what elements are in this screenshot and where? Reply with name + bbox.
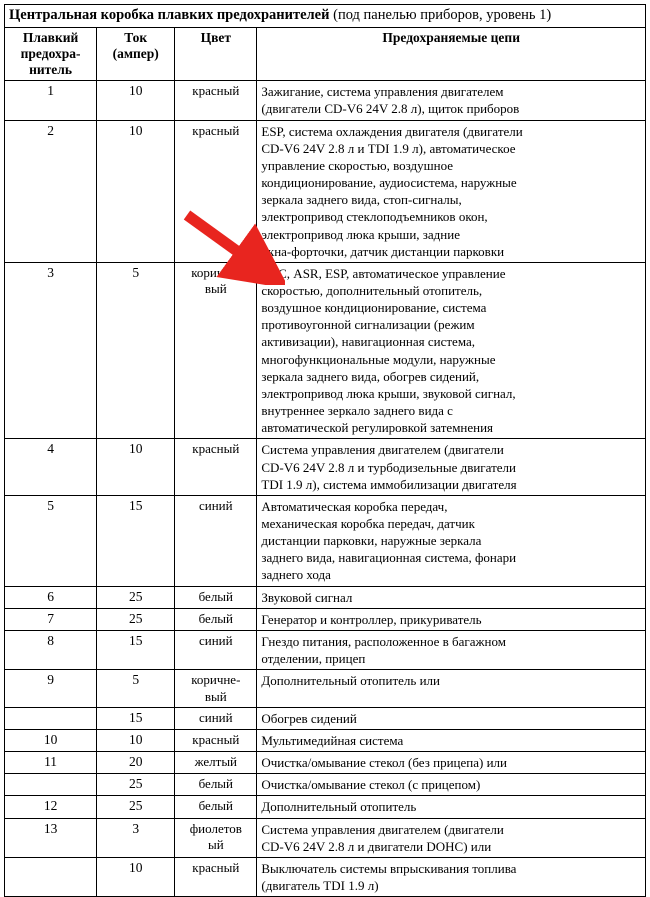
fuse-color: красный <box>175 81 257 120</box>
table-row <box>5 729 646 751</box>
fuse-table <box>4 4 646 897</box>
fuse-number: 4 <box>5 439 97 495</box>
fuse-number <box>5 774 97 796</box>
document-title <box>5 5 646 28</box>
table-row <box>5 120 646 262</box>
fuse-color-line: коричне- <box>191 264 241 280</box>
fuse-number: 10 <box>5 729 97 751</box>
fuse-color: белый <box>175 608 257 630</box>
fuse-circuits <box>257 729 646 751</box>
circuit-line: Дополнительный отопитель или <box>261 673 440 689</box>
circuit-line: Мультимедийная система <box>261 732 404 748</box>
fuse-number: 12 <box>5 796 97 818</box>
circuit-line: дистанции парковки, наружные зеркала <box>261 533 482 549</box>
fuse-amperage: 15 <box>97 495 175 586</box>
circuit-line: Очистка/омывание стекол (с прицепом) <box>261 777 481 793</box>
circuit-line: заднего вида, навигационная система, фонари <box>261 550 517 566</box>
header-current-line-2: (ампер) <box>112 45 159 61</box>
circuit-line: (двигатель TDI 1.9 л) <box>261 878 379 893</box>
circuit-line: (двигатели CD-V6 24V 2.8 л), щиток приборов <box>261 101 520 117</box>
fuse-amperage: 5 <box>97 670 175 708</box>
circuit-line: активизации), навигационная система, <box>261 334 475 350</box>
header-circuits: Предохраняемые цепи <box>257 27 646 81</box>
table-row <box>5 774 646 796</box>
circuit-line: зеркала заднего вида, обогрев сидений, <box>261 368 480 384</box>
fuse-circuits <box>257 439 646 495</box>
fuse-amperage: 10 <box>97 120 175 262</box>
circuit-line: ESP, система охлаждения двигателя (двигатели <box>261 123 523 139</box>
fuse-number: 1 <box>5 81 97 120</box>
fuse-color: красный <box>175 729 257 751</box>
fuse-color-line: ый <box>207 836 224 852</box>
fuse-amperage: 10 <box>97 729 175 751</box>
circuit-line: TDI 1.9 л), система иммобилизации двигателя <box>261 476 517 492</box>
fuse-amperage: 10 <box>97 439 175 495</box>
fuse-amperage: 20 <box>97 752 175 774</box>
fuse-circuits <box>257 586 646 608</box>
fuse-color <box>175 670 257 708</box>
fuse-amperage: 25 <box>97 774 175 796</box>
table-row <box>5 818 646 857</box>
fuse-color-line: вый <box>204 688 227 704</box>
fuse-number: 6 <box>5 586 97 608</box>
fuse-box-document <box>0 4 650 893</box>
header-current <box>97 27 175 81</box>
circuit-line: окна-форточки, датчик дистанции парковки <box>261 243 505 259</box>
circuit-line: воздушное кондиционирование, система <box>261 300 487 316</box>
table-row <box>5 796 646 818</box>
circuit-line: противоугонной сигнализации (режим <box>261 317 475 333</box>
circuit-line: Обогрев сидений <box>261 710 357 726</box>
circuit-line: электропривод люка крыши, задние <box>261 226 460 242</box>
fuse-color: синий <box>175 495 257 586</box>
table-row <box>5 752 646 774</box>
table-row <box>5 81 646 120</box>
circuit-line: электропривод стеклоподъемников окон, <box>261 209 488 225</box>
fuse-color: красный <box>175 857 257 896</box>
circuit-line: Дополнительный отопитель <box>261 799 417 815</box>
fuse-circuits <box>257 774 646 796</box>
fuse-circuits <box>257 81 646 120</box>
fuse-color: синий <box>175 707 257 729</box>
fuse-number: 13 <box>5 818 97 857</box>
circuit-line: CD-V6 24V 2.8 л и турбодизельные двигатели <box>261 459 516 475</box>
fuse-amperage: 5 <box>97 262 175 439</box>
fuse-color-line: коричне- <box>191 672 241 688</box>
fuse-number: 11 <box>5 752 97 774</box>
fuse-amperage: 15 <box>97 630 175 669</box>
fuse-number: 5 <box>5 495 97 586</box>
header-fuse-line-1: Плавкий <box>22 29 79 45</box>
circuit-line: внутреннее зеркало заднего вида с <box>261 403 453 419</box>
fuse-circuits <box>257 608 646 630</box>
circuit-line: механическая коробка передач, датчик <box>261 516 475 531</box>
circuit-line: кондиционирование, аудиосистема, наружные <box>261 175 517 191</box>
fuse-color: красный <box>175 120 257 262</box>
table-row <box>5 495 646 586</box>
fuse-amperage: 25 <box>97 608 175 630</box>
circuit-line: скоростью, дополнительный отопитель, <box>261 282 483 298</box>
circuit-line: CD-V6 24V 2.8 л и двигатели DOHC) или <box>261 838 492 854</box>
fuse-number <box>5 707 97 729</box>
table-row <box>5 439 646 495</box>
header-current-line-1: Ток <box>124 29 148 45</box>
fuse-circuits <box>257 818 646 857</box>
fuse-number: 3 <box>5 262 97 439</box>
fuse-circuits <box>257 796 646 818</box>
circuit-line: заднего хода <box>261 567 331 583</box>
table-title-row <box>5 5 646 28</box>
circuit-line: Выключатель системы впрыскивания топлива <box>261 860 517 876</box>
fuse-number: 7 <box>5 608 97 630</box>
fuse-amperage: 25 <box>97 796 175 818</box>
fuse-circuits <box>257 752 646 774</box>
circuit-line: CD-V6 24V 2.8 л и TDI 1.9 л), автоматическое <box>261 140 516 156</box>
fuse-color: желтый <box>175 752 257 774</box>
circuit-line: Генератор и контроллер, прикуриватель <box>261 611 482 627</box>
fuse-circuits <box>257 630 646 669</box>
fuse-amperage: 25 <box>97 586 175 608</box>
header-color: Цвет <box>175 27 257 81</box>
fuse-number: 9 <box>5 670 97 708</box>
fuse-color-line: фиолетов <box>189 820 242 836</box>
table-row <box>5 586 646 608</box>
header-fuse <box>5 27 97 81</box>
fuse-amperage: 15 <box>97 707 175 729</box>
fuse-circuits <box>257 707 646 729</box>
table-row <box>5 857 646 896</box>
circuit-line: Автоматическая коробка передач, <box>261 498 448 514</box>
fuse-amperage: 3 <box>97 818 175 857</box>
circuit-line: управление скоростью, воздушное <box>261 157 454 173</box>
fuse-amperage: 10 <box>97 857 175 896</box>
circuit-line: АБС, ASR, ESP, автоматическое управление <box>261 265 506 281</box>
circuit-line: Зажигание, система управления двигателем <box>261 84 504 100</box>
fuse-color: синий <box>175 630 257 669</box>
fuse-color-line: вый <box>204 281 227 297</box>
document-title-rest: (под панелью приборов, уровень 1) <box>329 7 552 23</box>
fuse-circuits <box>257 670 646 708</box>
circuit-line: автоматической регулировкой затемнения <box>261 420 494 436</box>
fuse-amperage: 10 <box>97 81 175 120</box>
fuse-number: 2 <box>5 120 97 262</box>
table-row <box>5 262 646 439</box>
document-title-bold: Центральная коробка плавких предохранителей <box>9 7 330 23</box>
fuse-circuits <box>257 495 646 586</box>
fuse-color <box>175 262 257 439</box>
fuse-number <box>5 857 97 896</box>
fuse-circuits <box>257 857 646 896</box>
circuit-line: Система управления двигателем (двигатели <box>261 442 504 458</box>
table-row <box>5 608 646 630</box>
circuit-line: многофункциональные модули, наружные <box>261 351 496 367</box>
circuit-line: Гнездо питания, расположенное в багажном <box>261 633 506 649</box>
table-row <box>5 670 646 708</box>
circuit-line: зеркала заднего вида, стоп-сигналы, <box>261 192 462 208</box>
fuse-color: красный <box>175 439 257 495</box>
fuse-circuits <box>257 120 646 262</box>
fuse-number: 8 <box>5 630 97 669</box>
fuse-color <box>175 818 257 857</box>
circuit-line: электропривод люка крыши, звуковой сигнал, <box>261 385 516 401</box>
fuse-color: белый <box>175 774 257 796</box>
header-fuse-line-2: предохра- <box>20 45 81 61</box>
fuse-color: белый <box>175 586 257 608</box>
fuse-color: белый <box>175 796 257 818</box>
fuse-circuits <box>257 262 646 439</box>
table-header-row <box>5 27 646 81</box>
circuit-line: отделении, прицеп <box>261 651 366 667</box>
header-fuse-line-3: нитель <box>29 62 73 78</box>
table-row <box>5 707 646 729</box>
circuit-line: Звуковой сигнал <box>261 589 353 605</box>
table-row <box>5 630 646 669</box>
circuit-line: Система управления двигателем (двигатели <box>261 821 504 837</box>
circuit-line: Очистка/омывание стекол (без прицепа) или <box>261 755 507 771</box>
